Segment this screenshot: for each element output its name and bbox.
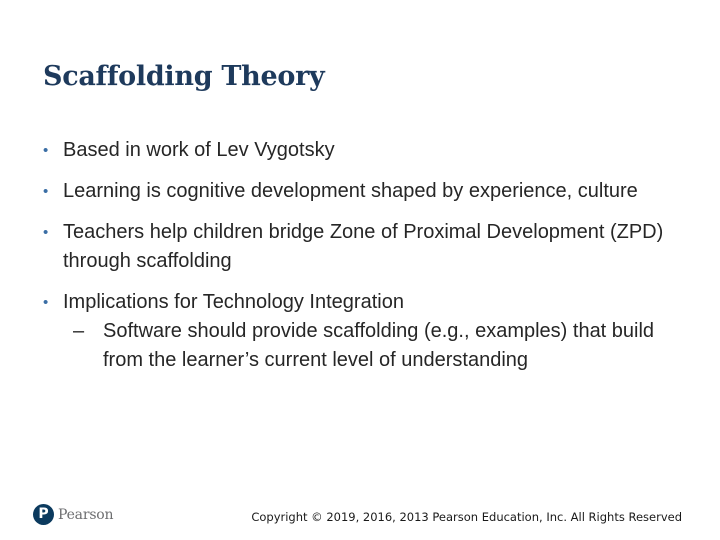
sub-bullet-text: Software should provide scaffolding (e.g., examples) that build from the learner’s current level of understanding <box>103 320 655 371</box>
slide-title: Scaffolding Theory <box>43 61 325 92</box>
bullet-item-vygotsky <box>43 136 693 165</box>
bullet-item-zpd <box>43 218 693 276</box>
copyright-notice: Copyright © 2019, 2016, 2013 Pearson Education, Inc. All Rights Reserved <box>251 510 682 524</box>
bullet-marker: • <box>43 142 49 159</box>
bullet-item-implications <box>43 288 693 375</box>
bullet-text: Implications for Technology Integration <box>63 291 404 313</box>
bullet-marker: • <box>43 183 49 200</box>
sub-bullet-list <box>63 317 693 375</box>
bullet-list <box>43 136 693 387</box>
bullet-text: Teachers help children bridge Zone of Proximal Development (ZPD) through scaffolding <box>63 221 664 272</box>
bullet-marker: • <box>43 294 49 311</box>
bullet-marker: • <box>43 224 49 241</box>
dash-marker: – <box>73 320 85 342</box>
bullet-text: Based in work of Lev Vygotsky <box>63 139 335 161</box>
pearson-logo <box>33 504 113 525</box>
bullet-text: Learning is cognitive development shaped by experience, culture <box>63 180 638 202</box>
pearson-logo-icon: P <box>33 504 54 525</box>
pearson-logo-text: Pearson <box>58 506 114 523</box>
sub-bullet-item-software <box>63 317 693 375</box>
bullet-item-learning <box>43 177 693 206</box>
